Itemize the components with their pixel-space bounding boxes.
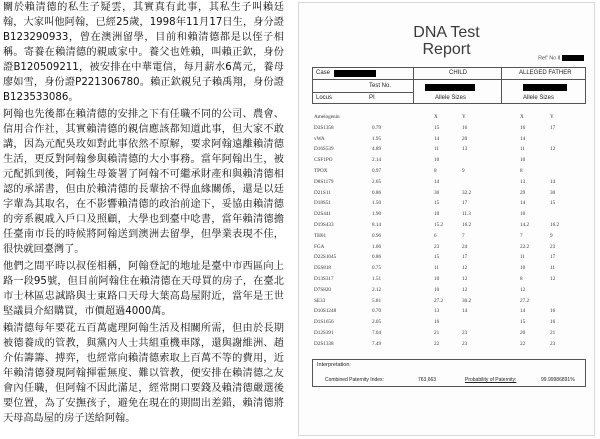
child-allele-label: Allele Sizes xyxy=(435,95,467,101)
cell-cx: 6 xyxy=(434,232,437,239)
table-row xyxy=(312,200,584,209)
table-row xyxy=(312,146,584,155)
table-row xyxy=(312,233,584,242)
cell-locus: D16S539 xyxy=(314,146,334,153)
cell-cy: 9 xyxy=(462,168,465,174)
cell-pi: 5.81 xyxy=(372,297,382,304)
cell-locus: D10S1248 xyxy=(314,308,337,315)
cell-locus: D18S51 xyxy=(314,200,332,207)
cell-pi: 2.12 xyxy=(372,286,382,293)
cell-fy: 17 xyxy=(550,254,556,261)
cell-fy: 23 xyxy=(550,340,556,347)
cell-cx: 10 xyxy=(434,211,440,218)
cell-locus: D13S317 xyxy=(314,276,334,282)
cell-cy: 24 xyxy=(462,243,468,250)
cell-fx: 20 xyxy=(520,330,526,336)
cell-fx: 27.2 xyxy=(520,297,530,304)
table-row xyxy=(312,244,584,253)
report-title-line1: DNA Test xyxy=(413,24,480,41)
cell-pi: 1.50 xyxy=(372,200,382,207)
cell-fx: 16 xyxy=(520,124,526,131)
report-title-line2: Report xyxy=(422,41,471,58)
cell-pi: 8.14 xyxy=(372,222,382,228)
cell-pi: 0.97 xyxy=(372,168,382,174)
table-row xyxy=(312,179,584,188)
cell-locus: D12S391 xyxy=(314,330,334,336)
cpi-label: Combined Paternity Index: xyxy=(325,377,384,383)
cell-locus: TH01 xyxy=(314,232,327,239)
table-row xyxy=(312,308,584,317)
table-row xyxy=(312,114,584,123)
cell-locus: Amelogenin xyxy=(314,114,340,120)
cell-locus: vWA xyxy=(314,135,325,142)
article-paragraph-3: 他們之間平時以叔侄相稱，阿翰登記的地址是臺中市西區向上路一段95號，但目前阿翰住在賴清德在天母買的房子，在臺北市士林區忠誠路與士東路口天母大葉高島屋附近，當年是王世堅議員介紹購買，市價超過4000萬。 xyxy=(3,261,284,317)
cell-pi: 0.86 xyxy=(372,189,382,196)
article-paragraph-2: 阿翰也先後都在賴清德的安排之下有任職不同的公司、農會、信用合作社，其實賴清德的親信應該都知道此事，但大家不敢講，因為元配吳玫如對此事依然不原解，要求阿翰遠離賴清德生活，更反對阿翰參與賴清德的大小事務。當年阿翰出生，被元配抓到後，阿翰生母簽署了阿翰不可繼承財產和與賴清德相認的承諾書，但由於賴清德的長輩捨不得血緣關係，還是以廷字輩為其取名，在不影響賴清德的政治前途下，妥協由賴清德的旁系親戚入戶口及照顧，大學也到臺中唸書，當年賴清德擔任臺南市長的時候將阿翰送到澳洲去留學，但學業表現不佳，很快就回臺灣了。 xyxy=(3,109,284,255)
cell-cy: 16.2 xyxy=(462,222,472,228)
cell-fx: 8 xyxy=(520,276,523,282)
cell-cy: Y xyxy=(462,114,466,120)
cell-cx: 8 xyxy=(434,168,437,174)
cell-cy: 7 xyxy=(462,232,465,239)
cell-fy: 11 xyxy=(550,265,555,272)
cell-locus: D21S11 xyxy=(314,189,331,196)
table-row xyxy=(312,125,584,134)
table-row xyxy=(312,222,584,231)
redacted-ref-number xyxy=(562,55,584,61)
cell-locus: D3S1358 xyxy=(314,124,334,131)
cell-locus: D19S433 xyxy=(314,222,334,228)
cell-fy: 16.2 xyxy=(550,222,560,228)
table-row xyxy=(312,254,584,263)
cell-cy: 11.3 xyxy=(462,211,471,218)
cell-cy: 17 xyxy=(462,200,468,207)
cell-cy: 16 xyxy=(462,124,468,131)
cell-fx: 14.2 xyxy=(520,222,530,228)
cell-cx: 10 xyxy=(434,286,440,293)
cell-locus: CSF1PO xyxy=(314,157,333,164)
case-label: Case xyxy=(316,70,331,76)
cell-pi: 0.96 xyxy=(372,232,382,239)
cell-locus: D2S441 xyxy=(314,211,332,218)
cell-fy: 30 xyxy=(550,189,556,196)
cell-fy: 12 xyxy=(550,276,556,282)
cell-cy: 12 xyxy=(462,265,468,272)
cell-fx: 29 xyxy=(520,189,526,196)
cell-cx: 30 xyxy=(434,189,440,196)
article-paragraph-4: 賴清德每年要花五百萬處理阿翰生活及相關所需，但由於長期被德養成的管教，與黨內人士共組重機車隊，還與謝維洲、趙介佑籌籌、搏弈，也經常向賴清德索取上百萬不等的費用，近年賴清德發現阿翰揮霍無度、難以管教，便安排在賴清德之友會內任職，但阿翰不因此滿足，經常開口要錢及賴清德嚴選後要位置，為了安撫孩子，避免在現在的期間出差錯，賴清德將天母高島屋的房子送給阿翰。 xyxy=(3,323,284,424)
cell-pi: 4.89 xyxy=(372,146,382,153)
cell-fx: 10 xyxy=(520,157,526,164)
cell-cx: 21 xyxy=(434,330,440,336)
cell-fx: 10 xyxy=(520,265,526,272)
cell-fx: 14 xyxy=(520,135,526,142)
table-row xyxy=(312,276,584,285)
cell-cx: 16 xyxy=(434,319,440,326)
cell-fy: 16 xyxy=(550,319,556,326)
table-row xyxy=(312,265,584,274)
cell-fy: Y xyxy=(550,114,554,120)
interpretation-label: Interpretation: xyxy=(317,362,351,368)
dna-report xyxy=(298,2,595,436)
redacted-case-number xyxy=(334,70,376,77)
cell-fy: 16 xyxy=(550,308,556,315)
redacted-child-id xyxy=(425,84,475,91)
table-row xyxy=(312,341,584,350)
cell-fy: 17 xyxy=(550,124,556,131)
cell-fx: 22.2 xyxy=(520,243,530,250)
article-text xyxy=(0,0,286,439)
cell-fy: 12 xyxy=(550,146,556,153)
cell-pi: 2.14 xyxy=(372,157,382,164)
cell-locus: D7S820 xyxy=(314,286,332,293)
cell-locus: D2S1338 xyxy=(314,340,334,347)
cell-cy: 12 xyxy=(462,276,468,282)
cell-fy: 14 xyxy=(550,178,556,185)
cell-locus: D8S1179 xyxy=(314,178,334,185)
cell-fx: 11 xyxy=(520,146,525,153)
cell-pi: 0.75 xyxy=(372,265,382,272)
cell-fx: 8 xyxy=(520,168,523,174)
table-row xyxy=(312,168,584,177)
table-row xyxy=(312,330,584,339)
probability-value: 99.99986891% xyxy=(541,377,575,383)
table-row xyxy=(312,319,584,328)
cell-fx: 14 xyxy=(520,200,526,207)
father-allele-label: Allele Sizes xyxy=(523,95,555,101)
cell-cy: 30.2 xyxy=(462,297,472,304)
cell-fy: 9 xyxy=(550,232,553,239)
cell-locus: FGA xyxy=(314,243,325,250)
cell-fx: 12 xyxy=(520,286,526,293)
cell-cy: 14 xyxy=(462,308,468,315)
cell-pi: 0.70 xyxy=(372,308,382,315)
child-label: CHILD xyxy=(449,70,468,76)
cell-fy: 23 xyxy=(550,243,556,250)
cell-pi: 1.06 xyxy=(372,243,382,250)
table-row xyxy=(312,287,584,296)
probability-label: Probability of Paternity: xyxy=(465,377,517,383)
cell-cy: 32.2 xyxy=(462,189,472,196)
cell-cx: 23 xyxy=(434,243,440,250)
cell-cy: 12 xyxy=(462,286,468,293)
cell-cx: X xyxy=(434,114,438,120)
locus-label: Locus xyxy=(316,95,333,101)
cpi-value: 763,663 xyxy=(418,377,437,383)
cell-cx: 14 xyxy=(434,135,440,142)
table-row xyxy=(312,298,584,307)
cell-fx: 22 xyxy=(520,340,526,347)
article-paragraph-1: 關於賴清德的私生子疑雲，其實真有此事，其私生子叫賴廷翰，大家叫他阿翰，已經25歲，1998年11月17日生，身分證B123290933，曾在澳洲留學，目前和賴清德都是以侄子相稱。寄養在賴清德的親戚家中。養父也姓賴，叫賴正欽，身份證B120509211，被安排在中華電信，每月薪水6萬元，養母廖如雪，身份證P221306780。賴正欽親兒子賴禹翔，身份證B123533086。 xyxy=(3,2,284,103)
report-header-table xyxy=(312,67,586,104)
cell-cx: 15 xyxy=(434,200,440,207)
cell-fx: 13 xyxy=(520,178,526,185)
cell-fy: 21 xyxy=(550,330,556,336)
cell-fx: X xyxy=(520,114,524,120)
cell-locus: D22S1045 xyxy=(314,254,337,261)
cell-cx: 22 xyxy=(434,340,440,347)
cell-fx: 10 xyxy=(520,211,526,218)
table-row xyxy=(312,190,584,199)
cell-pi: 2.65 xyxy=(372,178,382,185)
cell-locus: SE33 xyxy=(314,297,326,304)
cell-cy: 23 xyxy=(462,330,468,336)
cell-pi: 0.86 xyxy=(372,254,382,261)
cell-cx: 11 xyxy=(434,265,439,272)
cell-cx: 10 xyxy=(434,157,440,164)
alleged-father-label: ALLEGED FATHER xyxy=(519,70,572,76)
cell-fx: 14 xyxy=(520,308,526,315)
ref-number-label xyxy=(538,55,584,61)
cell-cx: 15.2 xyxy=(434,222,444,228)
cell-pi: 1.95 xyxy=(372,135,382,142)
cell-cy: 20 xyxy=(462,135,468,142)
cell-fy: 15 xyxy=(550,200,556,207)
table-row xyxy=(312,157,584,166)
interpretation-box xyxy=(312,359,586,387)
cell-cx: 10 xyxy=(434,276,440,282)
cell-fx: 7 xyxy=(520,232,523,239)
cell-cx: 15 xyxy=(434,254,440,261)
cell-fx: 11 xyxy=(520,254,525,261)
cell-fx: 15 xyxy=(520,319,526,326)
table-row xyxy=(312,211,584,220)
table-row xyxy=(312,136,584,145)
cell-cy: 13 xyxy=(462,146,468,153)
pi-label: PI xyxy=(369,95,375,101)
cell-cx: 11 xyxy=(434,146,439,153)
cell-cx: 14 xyxy=(434,178,440,185)
cell-locus: D1S1656 xyxy=(314,319,334,326)
cell-locus: D5S818 xyxy=(314,265,332,272)
cell-pi: 0.79 xyxy=(372,124,382,131)
cell-pi: 2.05 xyxy=(372,319,382,326)
cell-pi: 7.04 xyxy=(372,330,382,336)
ref-label: Ref' No Ⅱ xyxy=(538,55,561,62)
cell-cy: 23 xyxy=(462,340,468,347)
cell-cy: 17 xyxy=(462,254,468,261)
cell-cx: 27.2 xyxy=(434,297,444,304)
redacted-father-id xyxy=(523,84,567,91)
cell-cx: 13 xyxy=(434,308,440,315)
test-no-label: Test No. xyxy=(369,83,392,89)
cell-cx: 15 xyxy=(434,124,440,131)
cell-locus: TPOX xyxy=(314,168,328,174)
cell-pi: 1.51 xyxy=(372,276,382,282)
cell-pi: 7.49 xyxy=(372,340,382,347)
cell-pi: 1.90 xyxy=(372,211,382,218)
